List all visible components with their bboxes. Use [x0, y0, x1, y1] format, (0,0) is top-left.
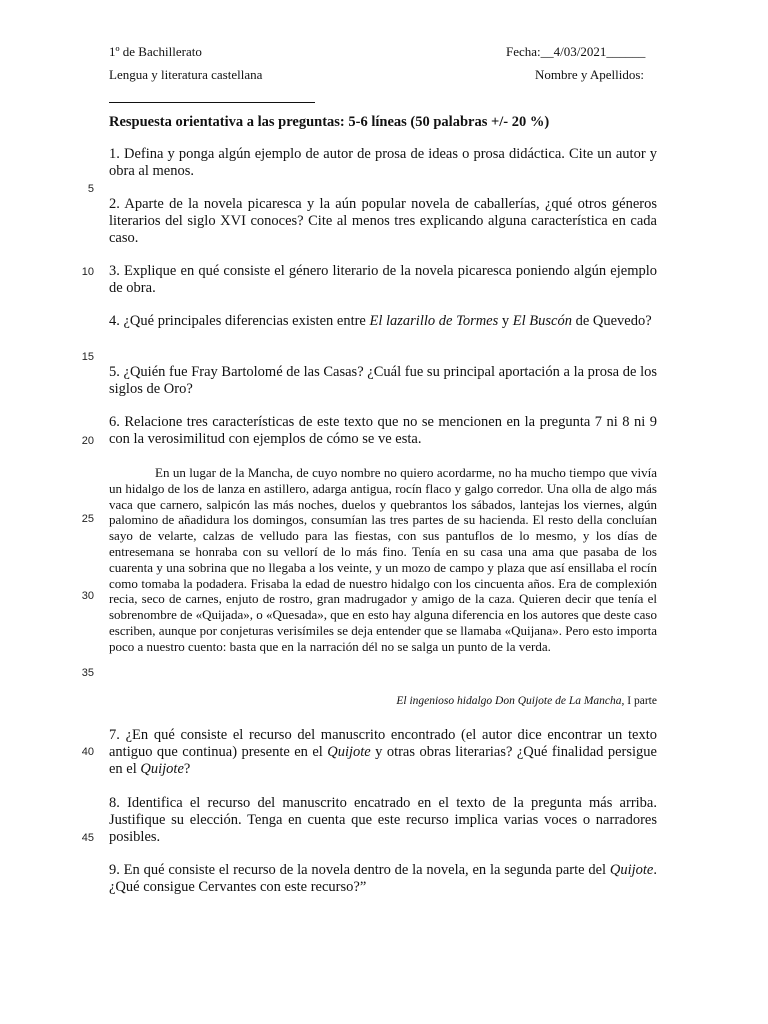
subject-label: Lengua y literatura castellana — [109, 67, 263, 82]
line-number: 35 — [81, 667, 94, 679]
date-label: Fecha: — [506, 44, 541, 59]
question-7: 7. ¿En qué consiste el recurso del manuscrito encontrado (el autor dice encontrar un texto antiguo que continua) presente en el Quijote y otras obras literarias? ¿Qué finalidad persigue en el Quijote? — [109, 727, 657, 777]
name-underline — [109, 102, 315, 103]
line-number: 40 — [81, 746, 94, 758]
line-number: 10 — [81, 266, 94, 278]
line-number: 5 — [87, 183, 94, 195]
question-5: 5. ¿Quién fue Fray Bartolomé de las Casas? ¿Cuál fue su principal aportación a la prosa de los siglos de Oro? — [109, 364, 657, 397]
instructions-heading: Respuesta orientativa a las preguntas: 5-6 líneas (50 palabras +/- 20 %) — [109, 114, 550, 130]
line-number: 15 — [81, 351, 94, 363]
question-3: 3. Explique en qué consiste el género literario de la novela picaresca poniendo algún ejemplo de obra. — [109, 263, 657, 296]
source-suffix: , I parte — [621, 695, 657, 707]
work-title-buscon: El Buscón — [512, 313, 572, 329]
course-label: 1º de Bachillerato — [109, 44, 202, 59]
question-6: 6. Relacione tres características de este texto que no se mencionen en la pregunta 7 ni 8 ni 9 con la verosimilitud con ejemplos de cómo se ve esta. — [109, 414, 657, 447]
line-number: 30 — [81, 590, 94, 602]
date-value: __4/03/2021______ — [540, 44, 646, 59]
name-label: Nombre y Apellidos: — [535, 67, 645, 82]
question-9: 9. En qué consiste el recurso de la novela dentro de la novela, en la segunda parte del Quijote. ¿Qué consigue Cervantes con este recurso?” — [109, 862, 657, 895]
question-2: 2. Aparte de la novela picaresca y la aún popular novela de caballerías, ¿qué otros géneros literarios del siglo XVI conoces? Cite al menos tres explicando alguna característica en cada caso. — [109, 196, 657, 246]
date-field — [506, 44, 645, 60]
source-title: El ingenioso hidalgo Don Quijote de La Mancha — [396, 695, 622, 707]
work-title-lazarillo: El lazarillo de Tormes — [369, 313, 499, 329]
line-number: 25 — [81, 513, 94, 525]
question-8: 8. Identifica el recurso del manuscrito encatrado en el texto de la pregunta más arriba. Justifique su elección. Tenga en cuenta que este recurso implica varias voces o narradores posibles. — [109, 795, 657, 845]
passage-source — [396, 694, 657, 708]
passage-text: En un lugar de la Mancha, de cuyo nombre no quiero acordarme, no ha mucho tiempo que vivía un hidalgo de los de lanza en astillero, adarga antigua, rocín flaco y galgo corredor. Una olla de algo más vaca que carnero, salpicón las más noches, duelos y quebrantos los sábados, lantejas los viernes, algún palomino de añadidura los domingos, consumían las tres partes de su hacienda. El resto della concluían sayo de velarte, calzas de velludo para las fiestas, con sus pantuflos de lo mesmo, y los días de entresemana se honraba con su vellorí de lo más fino. Tenía en su casa una ama que pasaba de los cuarenta y una sobrina que no llegaba a los veinte, y un mozo de campo y plaza que así ensillaba el rocín como tomaba la podadera. Frisaba la edad de nuestro hidalgo con los cincuenta años. Era de complexión recia, seco de carnes, enjuto de rostro, gran madrugador y amigo de la caza. Quieren decir que tenía el sobrenombre de «Quijada», o «Quesada», que en esto hay alguna diferencia en los autores que deste caso escriben, aunque por conjeturas verisímiles se deja entender que se llamaba «Quijana». Pero esto importa poco a nuestro cuento: basta que en la narración dél no se salga un punto de la verda. — [109, 465, 657, 654]
line-number: 20 — [81, 435, 94, 447]
line-number: 45 — [81, 832, 94, 844]
quijote-passage — [109, 465, 657, 655]
question-4: 4. ¿Qué principales diferencias existen entre El lazarillo de Tormes y El Buscón de Quevedo? — [109, 313, 652, 329]
question-1: 1. Defina y ponga algún ejemplo de autor de prosa de ideas o prosa didáctica. Cite un autor y obra al menos. — [109, 146, 657, 179]
